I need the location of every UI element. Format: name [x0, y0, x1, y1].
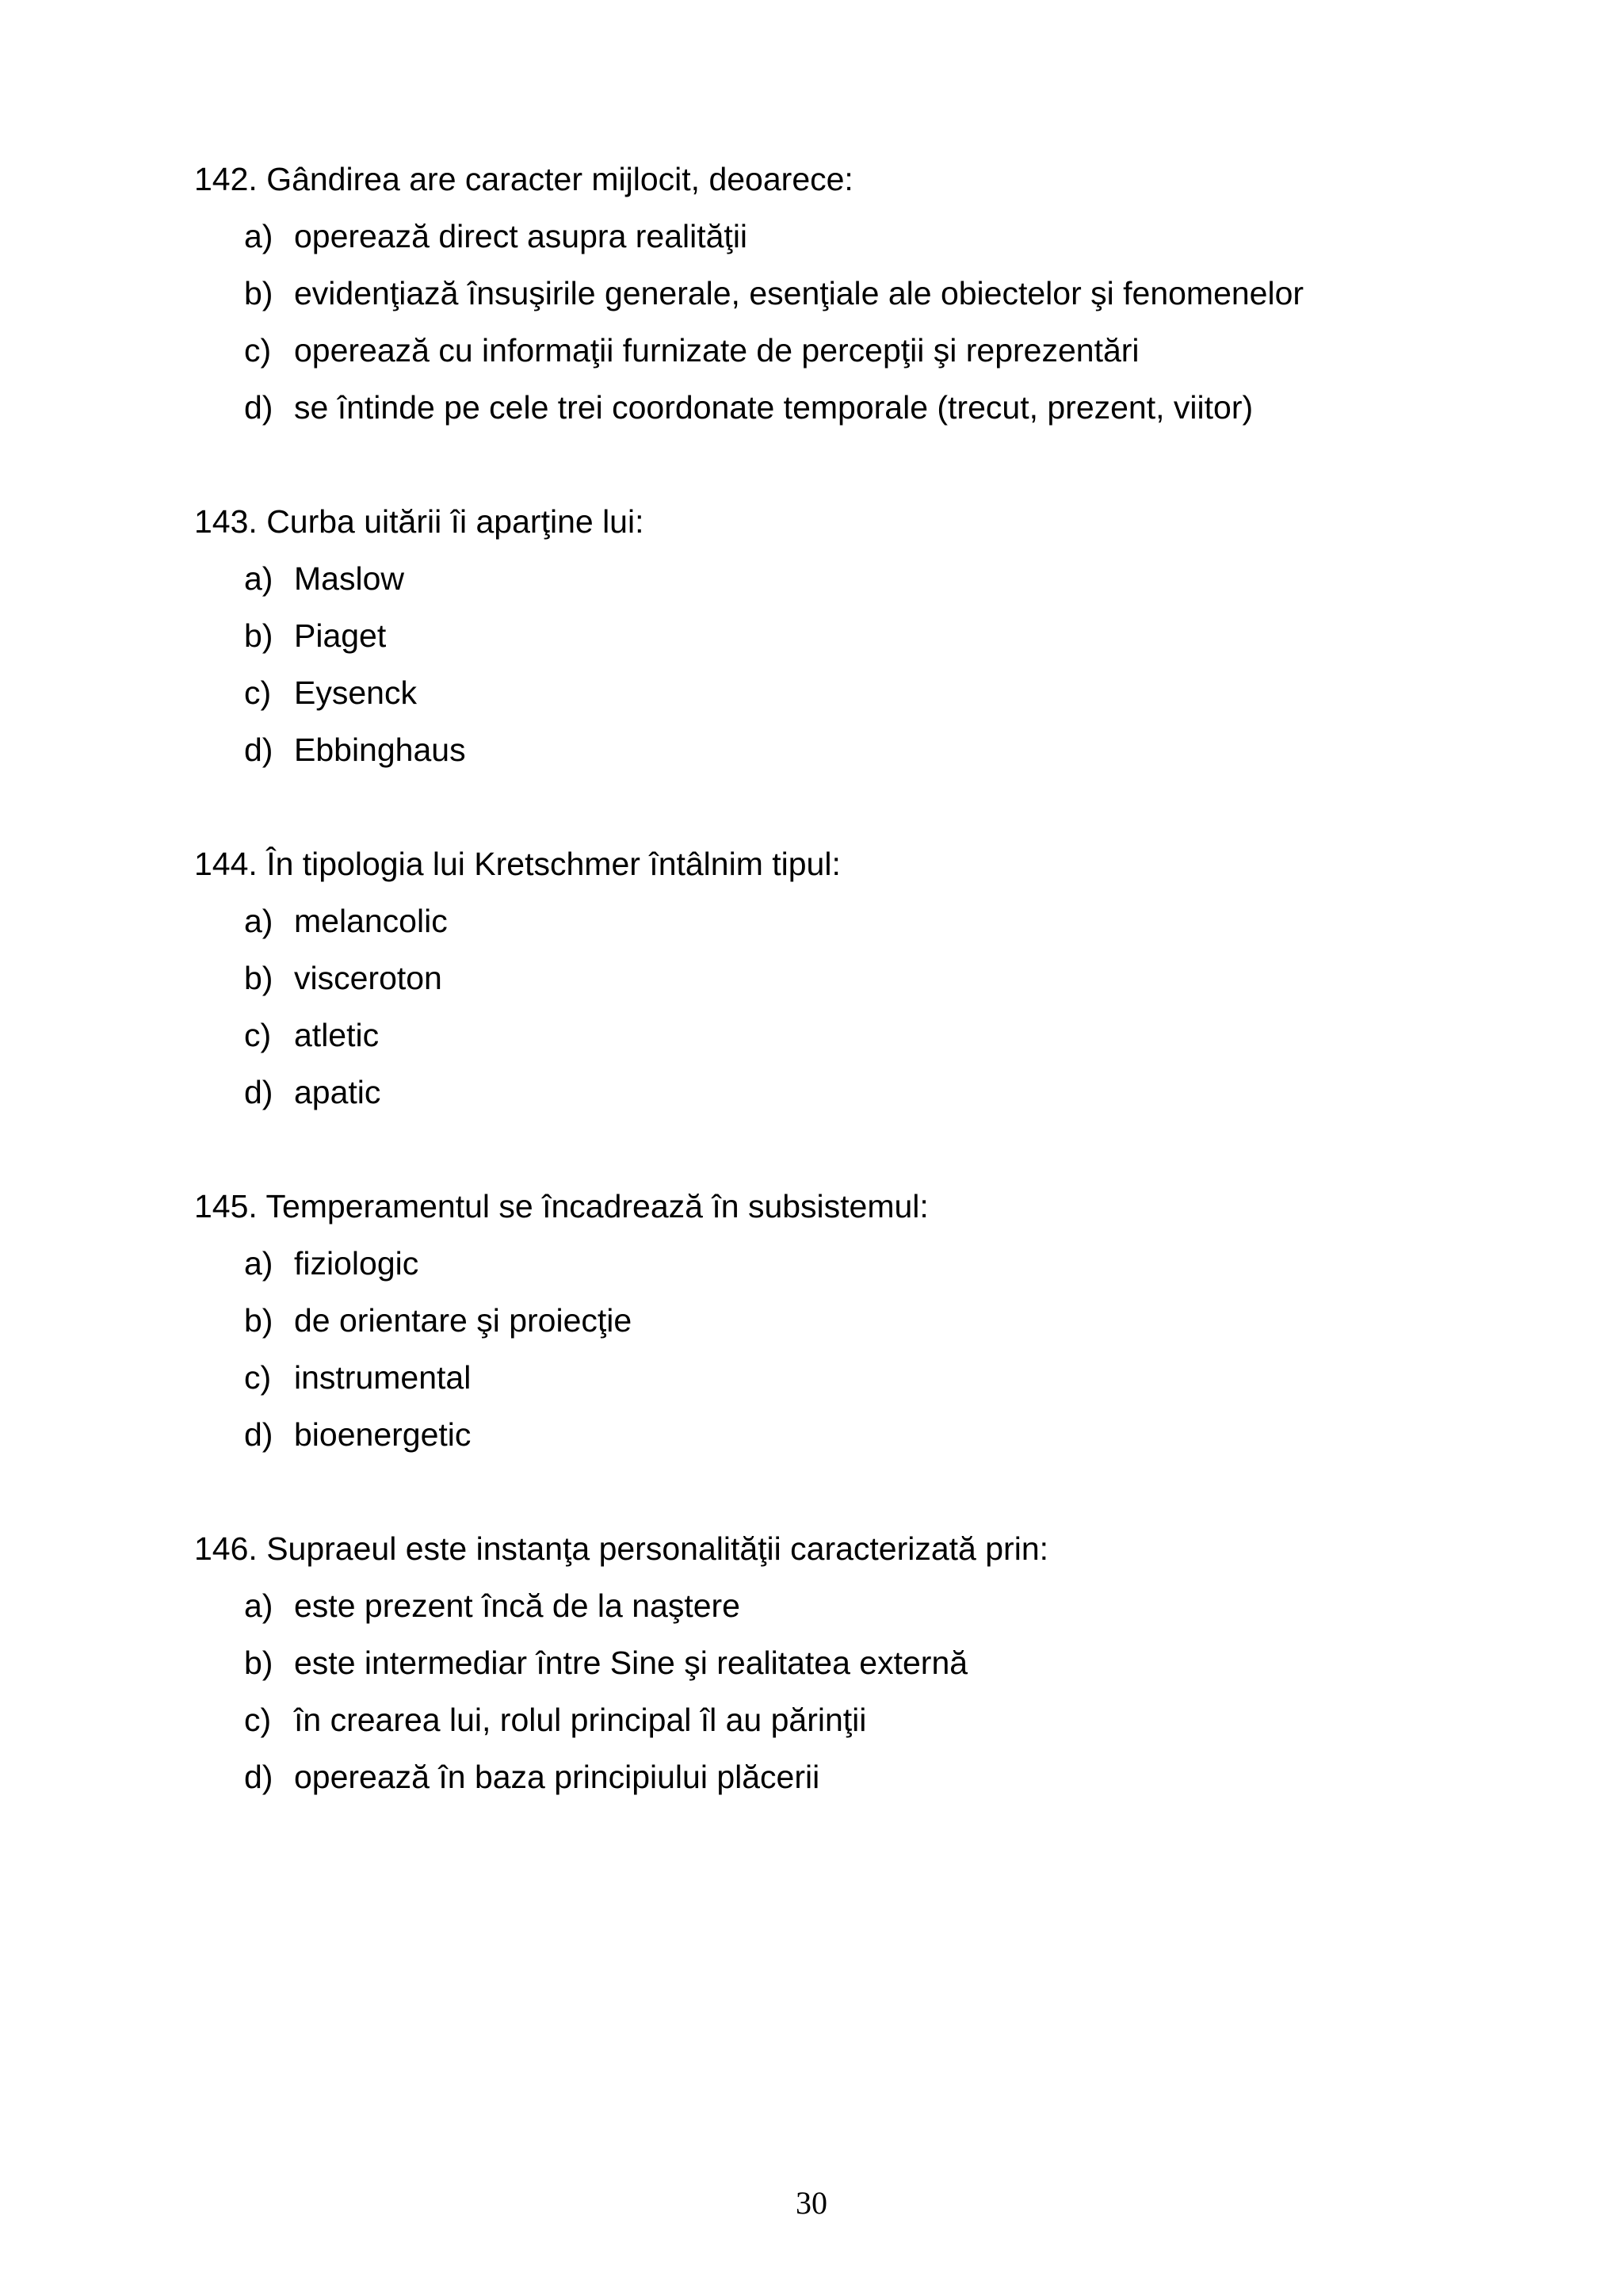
option-text: este intermediar între Sine şi realitatea externă [294, 1645, 968, 1681]
option-d [194, 1748, 1541, 1805]
option-letter: a) [244, 560, 273, 597]
option-b [194, 949, 1541, 1007]
option-letter: a) [244, 218, 273, 254]
option-letter: a) [244, 903, 273, 939]
option-c [194, 1007, 1541, 1064]
option-text: instrumental [294, 1359, 472, 1396]
option-letter: c) [244, 674, 272, 711]
option-b [194, 265, 1541, 322]
options-list [194, 892, 1541, 1121]
option-text: este prezent încă de la naştere [294, 1587, 740, 1624]
option-b [194, 1634, 1541, 1691]
option-letter: b) [244, 960, 273, 996]
option-text: operează direct asupra realităţii [294, 218, 748, 254]
question-142 [194, 151, 1541, 436]
option-a [194, 1577, 1541, 1634]
options-list [194, 1235, 1541, 1463]
option-text: operează cu informaţii furnizate de percepţii şi reprezentări [294, 332, 1140, 369]
option-c [194, 664, 1541, 721]
page-number: 30 [796, 2185, 827, 2221]
option-text: de orientare şi proiecţie [294, 1302, 632, 1339]
option-text: se întinde pe cele trei coordonate temporale (trecut, prezent, viitor) [294, 389, 1254, 426]
option-b [194, 1292, 1541, 1349]
option-letter: d) [244, 1416, 273, 1453]
option-letter: a) [244, 1245, 273, 1282]
option-c [194, 1691, 1541, 1748]
document-body [194, 151, 1541, 1862]
options-list [194, 550, 1541, 778]
question-stem: 142. Gândirea are caracter mijlocit, deoarece: [194, 161, 854, 197]
option-a [194, 550, 1541, 607]
question-145 [194, 1178, 1541, 1463]
option-c [194, 322, 1541, 379]
option-letter: c) [244, 1702, 272, 1738]
option-text: bioenergetic [294, 1416, 472, 1453]
option-text: melancolic [294, 903, 448, 939]
option-text: Ebbinghaus [294, 732, 466, 768]
option-letter: a) [244, 1587, 273, 1624]
option-letter: c) [244, 1017, 272, 1053]
option-text: atletic [294, 1017, 380, 1053]
option-letter: b) [244, 617, 273, 654]
option-d [194, 721, 1541, 778]
option-text: visceroton [294, 960, 442, 996]
option-letter: d) [244, 732, 273, 768]
option-d [194, 1064, 1541, 1121]
option-letter: c) [244, 1359, 272, 1396]
option-text: apatic [294, 1074, 381, 1110]
question-143 [194, 493, 1541, 778]
question-stem: 145. Temperamentul se încadrează în subsistemul: [194, 1188, 929, 1224]
option-d [194, 379, 1541, 436]
option-c [194, 1349, 1541, 1406]
option-a [194, 208, 1541, 265]
option-a [194, 1235, 1541, 1292]
option-letter: b) [244, 1645, 273, 1681]
option-text: fiziologic [294, 1245, 419, 1282]
question-144 [194, 835, 1541, 1121]
question-146 [194, 1520, 1541, 1805]
option-text: Maslow [294, 560, 404, 597]
option-d [194, 1406, 1541, 1463]
option-letter: d) [244, 1759, 273, 1795]
option-letter: b) [244, 275, 273, 311]
option-letter: d) [244, 1074, 273, 1110]
options-list [194, 1577, 1541, 1805]
question-stem: 144. În tipologia lui Kretschmer întâlnim tipul: [194, 846, 841, 882]
question-stem: 143. Curba uitării îi aparţine lui: [194, 503, 644, 540]
option-a [194, 892, 1541, 949]
option-text: operează în baza principiului plăcerii [294, 1759, 820, 1795]
option-letter: c) [244, 332, 272, 369]
option-text: în crearea lui, rolul principal îl au părinţii [294, 1702, 867, 1738]
option-text: Piaget [294, 617, 387, 654]
option-text: evidenţiază însuşirile generale, esenţiale ale obiectelor şi fenomenelor [294, 275, 1304, 311]
option-letter: d) [244, 389, 273, 426]
options-list [194, 208, 1541, 436]
option-letter: b) [244, 1302, 273, 1339]
option-text: Eysenck [294, 674, 417, 711]
option-b [194, 607, 1541, 664]
question-stem: 146. Supraeul este instanţa personalităţii caracterizată prin: [194, 1530, 1049, 1567]
